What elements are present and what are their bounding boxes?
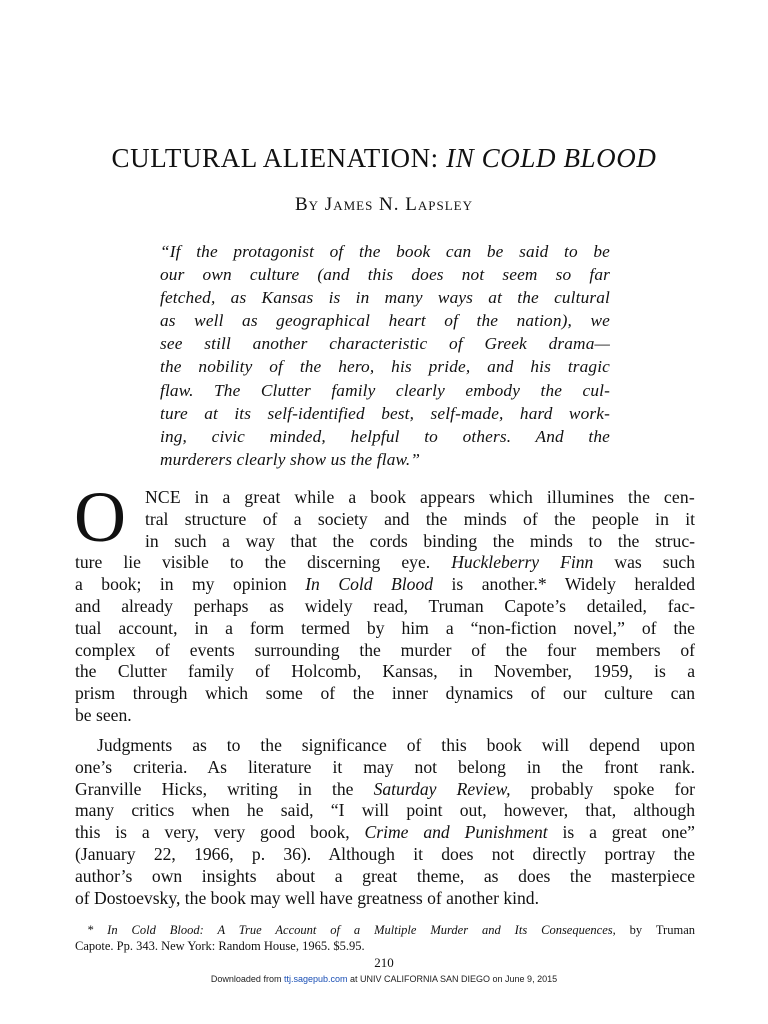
epigraph-line: “If the protagonist of the book can be said to be [160, 242, 610, 261]
text-line: NCE in a great while a book appears which illumines the cen- [145, 487, 695, 507]
text-run: is a great one” [547, 822, 695, 843]
text-line [75, 552, 695, 574]
text-run: probably spoke for [510, 778, 695, 799]
byline-by: By [294, 194, 320, 215]
text-line: tual account, in a form termed by him a “non-fiction novel,” of the [75, 617, 695, 638]
epigraph-line: murderers clearly show us the flaw.” [160, 449, 421, 469]
text-line: one’s criteria. As literature it may not belong in the front rank. [75, 756, 695, 777]
title-prefix: CULTURAL ALIENATION: [111, 143, 447, 173]
text-line: be seen. [75, 704, 132, 725]
footnote-line [75, 922, 695, 938]
epigraph-line: as well as geographical heart of the nation), we [160, 311, 610, 331]
download-notice [0, 973, 768, 985]
text-run: ture lie visible to the discerning eye. [75, 552, 452, 573]
text-line: many critics when he said, “I will point out, however, that, although [75, 800, 695, 821]
footnote [75, 922, 695, 954]
text-line: in such a way that the cords binding the minds to the struc- [145, 530, 695, 551]
epigraph-line: the nobility of the hero, his pride, and his tragic [160, 357, 610, 377]
text-line: of Dostoevsky, the book may well have greatness of another kind. [75, 887, 540, 908]
text-line [75, 779, 695, 801]
epigraph-line: ture at its self-identified best, self-made, hard work- [160, 403, 610, 423]
source-link[interactable]: ttj.sagepub.com [283, 974, 348, 984]
text-run: a book; in my opinion [75, 574, 306, 595]
download-suffix: at UNIV CALIFORNIA SAN DIEGO on June 9, 2015 [347, 974, 558, 984]
text-line: author’s own insights about a great theme, as does the masterpiece [75, 865, 695, 886]
text-run: was such [593, 552, 695, 573]
italic-title-huckleberry-finn: Huckleberry Finn [451, 552, 594, 573]
drop-cap: O [74, 477, 126, 557]
footnote-author: by Truman [615, 923, 695, 937]
italic-title-in-cold-blood: In Cold Blood [305, 574, 434, 595]
text-line: tral structure of a society and the minds of the people in it [145, 508, 695, 529]
text-line: and already perhaps as widely read, Truman Capote’s detailed, fac- [75, 595, 695, 616]
page-number: 210 [374, 955, 394, 970]
byline [0, 193, 768, 217]
text-line: the Clutter family of Holcomb, Kansas, in November, 1959, is a [75, 661, 695, 682]
download-prefix: Downloaded from [210, 974, 284, 984]
text-run: this is a very, very good book, [75, 822, 365, 843]
italic-title-crime-and-punishment: Crime and Punishment [364, 822, 548, 843]
author-name: James N. Lapsley [324, 194, 474, 215]
paragraph-1 [75, 487, 695, 727]
title-italic: IN COLD BLOOD [446, 143, 657, 173]
footnote-book-title: * In Cold Blood: A True Account of a Multiple Murder and Its Consequences, [87, 923, 616, 937]
text-line [75, 574, 695, 596]
article-title [0, 141, 768, 175]
text-line: (January 22, 1966, p. 36). Although it does not directly portray the [75, 843, 695, 864]
text-line: prism through which some of the inner dynamics of our culture can [75, 683, 695, 704]
epigraph-line: flaw. The Clutter family clearly embody the cul- [160, 380, 610, 400]
epigraph-line: fetched, as Kansas is in many ways at the cultural [160, 288, 610, 308]
text-line [75, 822, 695, 844]
epigraph-line: ing, civic minded, helpful to others. And the [160, 426, 610, 446]
epigraph-line: our own culture (and this does not seem so far [160, 265, 610, 285]
paragraph-2 [75, 735, 695, 909]
text-run: is another.* Widely heralded [433, 574, 696, 595]
text-line: complex of events surrounding the murder of the four members of [75, 639, 695, 660]
epigraph-quote [160, 240, 610, 471]
text-line: Judgments as to the significance of this book will depend upon [97, 735, 695, 755]
epigraph-line: see still another characteristic of Greek drama— [160, 334, 610, 354]
footnote-line: Capote. Pp. 343. New York: Random House, 1965. $5.95. [75, 939, 365, 953]
text-run: Granville Hicks, writing in the [75, 778, 374, 799]
italic-title-saturday-review: Saturday Review, [373, 778, 511, 799]
